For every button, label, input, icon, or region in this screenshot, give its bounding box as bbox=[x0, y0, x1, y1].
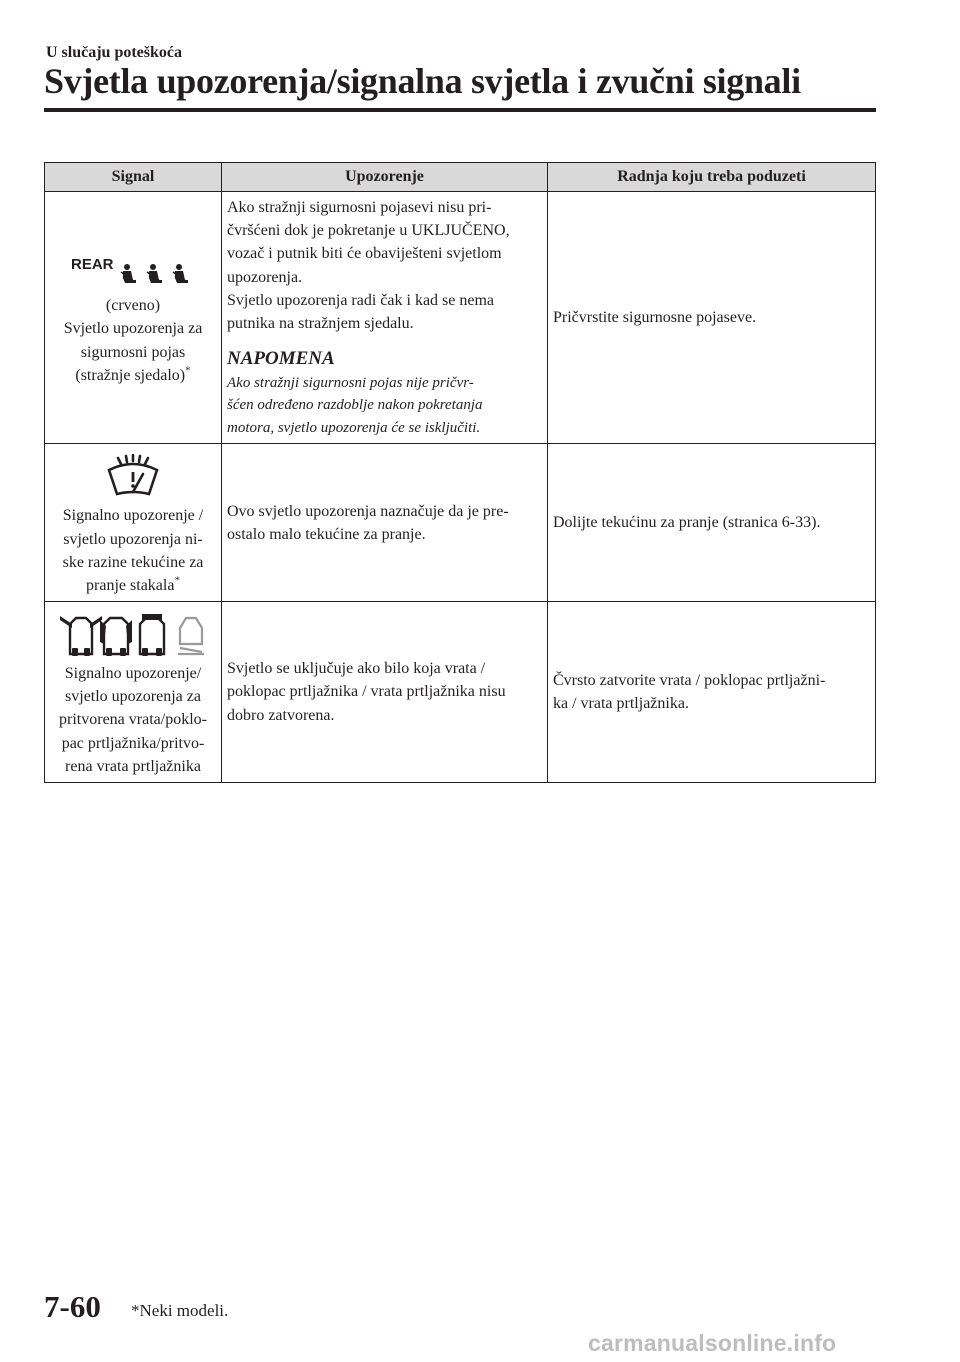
warning-lights-table bbox=[44, 162, 876, 783]
note-line: šćen određeno razdoblje nakon pokretanja bbox=[227, 397, 483, 414]
warning-line: poklopac prtljažnika / vrata prtljažnika nisu bbox=[227, 683, 506, 701]
action-cell bbox=[548, 192, 876, 444]
page-title: Svjetla upozorenja/signalna svjetla i zvučni signali bbox=[44, 61, 801, 101]
watermark: carmanualsonline.info bbox=[588, 1330, 837, 1356]
signal-description-line: svjetlo upozorenja ni- bbox=[63, 530, 203, 548]
page-number: 7-60 bbox=[44, 1289, 101, 1324]
signal-description-line: Svjetlo upozorenja za bbox=[63, 320, 203, 338]
action-text: Pričvrstite sigurnosne pojaseve. bbox=[553, 309, 757, 327]
footnote: *Neki modeli. bbox=[131, 1301, 229, 1320]
action-cell bbox=[548, 444, 876, 602]
signal-description-line: Signalno upozorenje / bbox=[62, 507, 204, 525]
warning-cell bbox=[222, 602, 548, 783]
warning-line: Svjetlo upozorenja radi čak i kad se nema bbox=[227, 291, 495, 309]
action-text: Dolijte tekućinu za pranje (stranica 6-33). bbox=[553, 514, 821, 532]
note-line: motora, svjetlo upozorenja će se isključiti. bbox=[227, 419, 481, 436]
signal-description-text: pranje stakala bbox=[86, 576, 175, 594]
washer-fluid-warning-icon bbox=[103, 454, 163, 500]
warning-line: Ako stražnji sigurnosni pojasevi nisu pri- bbox=[227, 199, 492, 216]
column-header-action: Radnja koju treba poduzeti bbox=[548, 163, 876, 192]
warning-line: dobro zatvorena. bbox=[227, 706, 335, 724]
signal-description-line bbox=[50, 364, 216, 387]
warning-line: čvršćeni dok je pokretanje u UKLJUČENO, bbox=[227, 222, 510, 240]
table-row bbox=[45, 192, 876, 444]
signal-description-line: Signalno upozorenje/ bbox=[64, 665, 202, 683]
table-row bbox=[45, 602, 876, 783]
signal-description-line: ske razine tekućine za bbox=[62, 553, 204, 571]
footnote-mark: * bbox=[185, 364, 191, 377]
signal-description-line: pac prtljažnika/pritvo- bbox=[61, 734, 205, 752]
door-ajar-warning-icon bbox=[58, 612, 208, 658]
warning-line: Svjetlo se uključuje ako bilo koja vrata / bbox=[227, 660, 486, 678]
warning-cell bbox=[222, 192, 548, 444]
table-header-row bbox=[45, 163, 876, 192]
warning-line: ostalo malo tekućine za pranje. bbox=[227, 525, 426, 543]
action-cell bbox=[548, 602, 876, 783]
footnote-mark: * bbox=[174, 574, 180, 587]
note-line: Ako stražnji sigurnosni pojas nije pričvr- bbox=[227, 374, 474, 391]
section-heading: U slučaju poteškoća bbox=[46, 44, 183, 61]
warning-line: upozorenja. bbox=[227, 268, 303, 286]
signal-color-label: (crveno) bbox=[105, 297, 161, 315]
action-line: Čvrsto zatvorite vrata / poklopac prtljažni- bbox=[553, 671, 826, 689]
signal-cell bbox=[45, 192, 222, 444]
warning-line: putnika na stražnjem sjedalu. bbox=[227, 314, 414, 332]
signal-cell bbox=[45, 444, 222, 602]
signal-description-line: rena vrata prtljažnika bbox=[65, 757, 201, 775]
title-divider bbox=[44, 108, 876, 112]
action-line: ka / vrata prtljažnika. bbox=[553, 695, 689, 713]
table-row bbox=[45, 444, 876, 602]
signal-description-line: sigurnosni pojas bbox=[80, 343, 186, 361]
warning-line: vozač i putnik biti će obaviješteni svjetlom bbox=[227, 245, 502, 263]
rear-icon-label: REAR bbox=[71, 256, 114, 274]
warning-cell bbox=[222, 444, 548, 602]
signal-description-line: pritvorena vrata/poklo- bbox=[59, 711, 207, 729]
signal-cell bbox=[45, 602, 222, 783]
column-header-signal: Signal bbox=[45, 163, 222, 192]
signal-description-text: (stražnje sjedalo) bbox=[75, 366, 186, 384]
signal-description-line: svjetlo upozorenja za bbox=[65, 688, 201, 706]
column-header-warning: Upozorenje bbox=[222, 163, 548, 192]
note-heading: NAPOMENA bbox=[227, 348, 335, 370]
warning-line: Ovo svjetlo upozorenja naznačuje da je pre- bbox=[227, 502, 509, 520]
rear-seatbelt-warning-icon bbox=[63, 254, 203, 290]
signal-description-line bbox=[50, 574, 216, 597]
